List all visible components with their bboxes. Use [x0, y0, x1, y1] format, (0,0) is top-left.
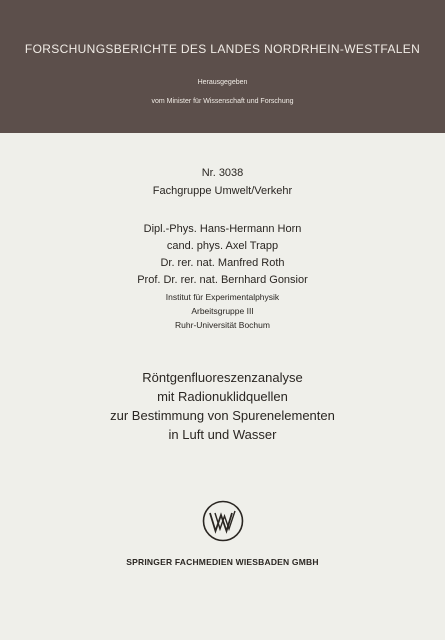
- publisher-name: SPRINGER FACHMEDIEN WIESBADEN GMBH: [126, 557, 319, 567]
- title-line: in Luft und Wasser: [168, 427, 277, 442]
- institute-line: Institut für Experimentalphysik: [165, 292, 280, 302]
- book-title: [0, 368, 445, 444]
- report-group: Fachgruppe Umwelt/Verkehr: [152, 185, 293, 197]
- author-name: cand. phys. Axel Trapp: [166, 240, 279, 252]
- report-number: Nr. 3038: [201, 167, 244, 179]
- institute-line: Arbeitsgruppe III: [191, 306, 254, 316]
- series-title: FORSCHUNGSBERICHTE DES LANDES NORDRHEIN-WESTFALEN: [24, 42, 421, 56]
- series-header: [0, 0, 445, 133]
- publisher-logo-icon: [202, 500, 244, 542]
- author-name: Prof. Dr. rer. nat. Bernhard Gonsior: [137, 274, 308, 286]
- institute-line: Ruhr-Universität Bochum: [175, 320, 270, 330]
- title-line: zur Bestimmung von Spurenelementen: [110, 408, 335, 423]
- author-name: Dr. rer. nat. Manfred Roth: [160, 257, 285, 269]
- title-line: Röntgenfluoreszenzanalyse: [142, 370, 303, 385]
- institute-info: [0, 290, 445, 332]
- title-line: mit Radionuklidquellen: [157, 389, 288, 404]
- author-name: Dipl.-Phys. Hans-Hermann Horn: [143, 223, 302, 235]
- editor-label: Herausgegeben: [197, 79, 248, 86]
- author-list: [0, 221, 445, 289]
- report-info: [0, 164, 445, 200]
- editor-name: vom Minister für Wissenschaft und Forschung: [151, 98, 294, 105]
